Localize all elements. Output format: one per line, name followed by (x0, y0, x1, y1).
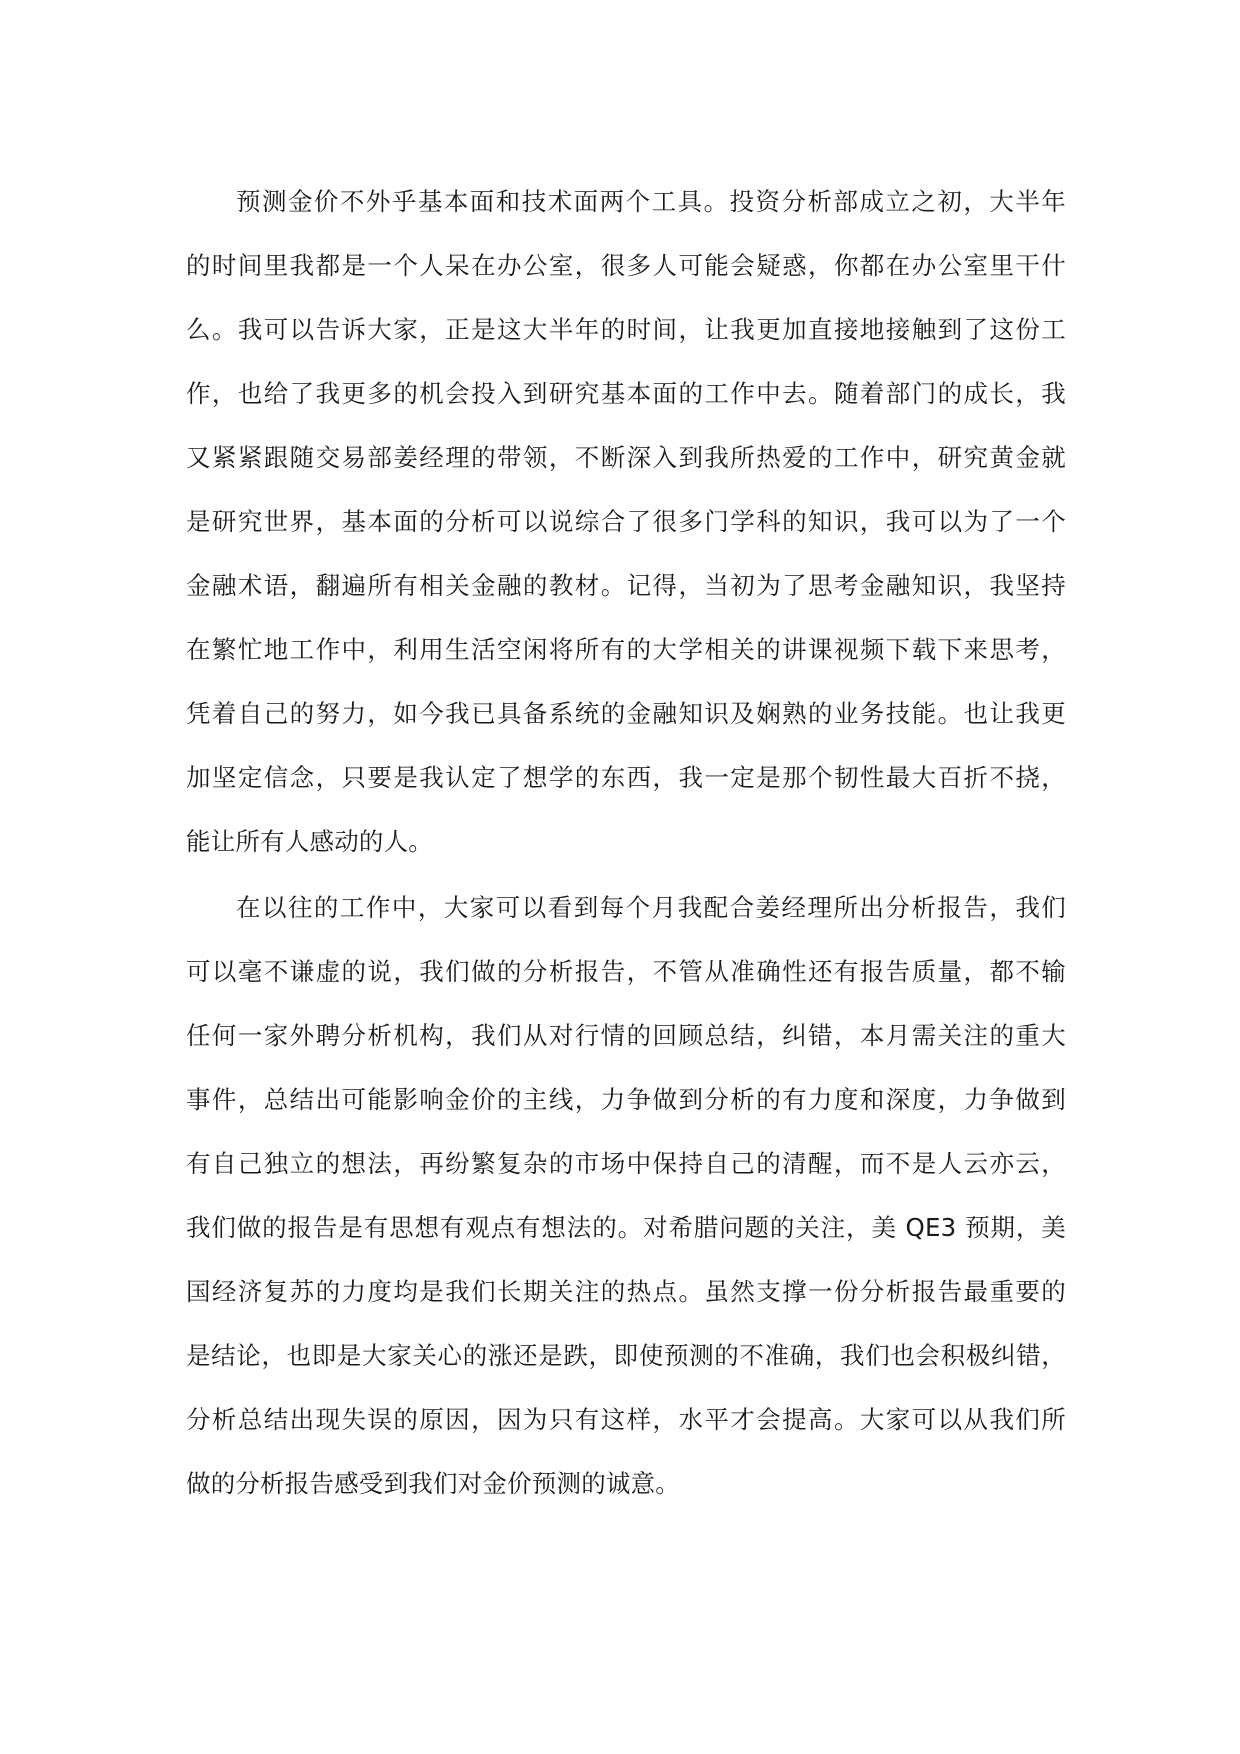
paragraph-line: 我们做的报告是有思想有观点有想法的。对希腊问题的关注，美 QE3 预期，美 (186, 1213, 1066, 1242)
paragraph-2 (186, 876, 1066, 1516)
paragraph-line: 的时间里我都是一个人呆在办公室，很多人可能会疑惑，你都在办公室里干什 (186, 251, 1066, 280)
paragraph-line: 作，也给了我更多的机会投入到研究基本面的工作中去。随着部门的成长，我 (186, 379, 1066, 408)
paragraph-line: 分析总结出现失误的原因，因为只有这样，水平才会提高。大家可以从我们所 (186, 1405, 1066, 1434)
paragraph-line: 在以往的工作中，大家可以看到每个月我配合姜经理所出分析报告，我们 (236, 893, 1066, 922)
paragraph-line: 任何一家外聘分析机构，我们从对行情的回顾总结，纠错，本月需关注的重大 (186, 1021, 1066, 1050)
paragraph-line: 预测金价不外乎基本面和技术面两个工具。投资分析部成立之初，大半年 (236, 187, 1066, 216)
paragraph-line: 么。我可以告诉大家，正是这大半年的时间，让我更加直接地接触到了这份工 (186, 315, 1066, 344)
paragraph-line: 凭着自己的努力，如今我已具备系统的金融知识及娴熟的业务技能。也让我更 (186, 699, 1066, 728)
paragraph-line: 做的分析报告感受到我们对金价预测的诚意。 (186, 1469, 680, 1498)
paragraph-line: 事件，总结出可能影响金价的主线，力争做到分析的有力度和深度，力争做到 (186, 1085, 1066, 1114)
paragraph-line: 有自己独立的想法，再纷繁复杂的市场中保持自己的清醒，而不是人云亦云， (186, 1149, 1066, 1178)
paragraph-line: 又紧紧跟随交易部姜经理的带领，不断深入到我所热爱的工作中，研究黄金就 (186, 443, 1066, 472)
paragraph-line: 可以毫不谦虚的说，我们做的分析报告，不管从准确性还有报告质量，都不输 (186, 957, 1066, 986)
body-text (186, 170, 1066, 1516)
paragraph-line: 加坚定信念，只要是我认定了想学的东西，我一定是那个韧性最大百折不挠， (186, 763, 1066, 792)
paragraph-line: 在繁忙地工作中，利用生活空闲将所有的大学相关的讲课视频下载下来思考， (186, 635, 1066, 664)
paragraph-line: 是研究世界，基本面的分析可以说综合了很多门学科的知识，我可以为了一个 (186, 507, 1066, 536)
paragraph-line: 能让所有人感动的人。 (186, 827, 433, 856)
paragraph-1 (186, 170, 1066, 874)
paragraph-line: 国经济复苏的力度均是我们长期关注的热点。虽然支撑一份分析报告最重要的 (186, 1277, 1066, 1306)
paragraph-line: 金融术语，翻遍所有相关金融的教材。记得，当初为了思考金融知识，我坚持 (186, 571, 1066, 600)
paragraph-line: 是结论，也即是大家关心的涨还是跌，即使预测的不准确，我们也会积极纠错， (186, 1341, 1066, 1370)
